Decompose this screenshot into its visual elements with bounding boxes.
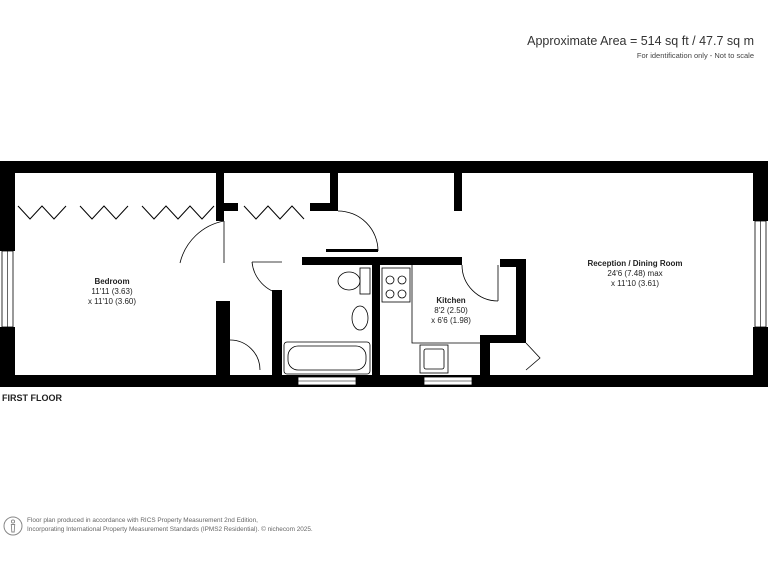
- room-label-bedroom: [72, 277, 152, 307]
- wall-stub: [454, 173, 462, 211]
- room-dimension: x 6'6 (1.98): [431, 316, 471, 325]
- room-dimension: 24'6 (7.48) max: [607, 269, 663, 278]
- bathroom-fixtures: [284, 268, 370, 374]
- wall-left-upper: [0, 161, 15, 251]
- room-name: Bedroom: [94, 277, 130, 286]
- bath-tub-inner: [288, 346, 366, 370]
- footer-disclaimer: [27, 516, 313, 534]
- door-leaf-bath: [326, 249, 378, 252]
- wall-right-lower: [753, 327, 768, 387]
- room-dimension: 8'2 (2.50): [434, 306, 468, 315]
- room-label-kitchen: [416, 296, 486, 326]
- room-name: Kitchen: [436, 296, 466, 305]
- wall-wardrobe-right: [310, 203, 338, 211]
- wall-wardrobe-end: [330, 173, 338, 203]
- room-dimension: 11'11 (3.63): [91, 287, 133, 296]
- wall-top: [0, 161, 768, 173]
- hob: [382, 268, 410, 302]
- footer-line: Floor plan produced in accordance with RICS Property Measurement 2nd Edition,: [27, 517, 258, 524]
- wall-kitchen-top: [380, 257, 462, 265]
- wall-right-upper: [753, 161, 768, 221]
- room-label-reception: [570, 259, 700, 289]
- wall-kitchen-right: [516, 259, 526, 343]
- kitchen-sink-bowl: [424, 349, 444, 369]
- identification-note: For identification only - Not to scale: [636, 51, 754, 60]
- wall-left-lower: [0, 327, 15, 387]
- toilet-cistern: [360, 268, 370, 294]
- footer-line: Incorporating International Property Measurement Standards (IPMS2 Residential). © nichecom 2025.: [27, 526, 313, 533]
- toilet-bowl: [338, 272, 360, 290]
- wardrobe-doors: [18, 206, 304, 219]
- wall-bath-right: [372, 257, 380, 387]
- wall-bath-left: [272, 290, 282, 387]
- wall-cupboard-left: [480, 335, 490, 387]
- room-dimension: x 11'10 (3.61): [610, 279, 660, 288]
- wall-bedroom-right-lower: [216, 301, 230, 387]
- floor-label: FIRST FLOOR: [2, 393, 62, 403]
- wall-bedroom-right-upper: [216, 173, 224, 221]
- wall-bottom: [0, 375, 768, 387]
- room-name: Reception / Dining Room: [587, 259, 683, 268]
- bathroom-basin: [352, 306, 368, 330]
- room-dimension: x 11'10 (3.60): [87, 297, 137, 306]
- wall-bath-top: [302, 257, 372, 265]
- rics-logo-icon: [3, 516, 23, 536]
- wall-wardrobe-left: [216, 203, 238, 211]
- approximate-area-text: Approximate Area = 514 sq ft / 47.7 sq m: [527, 34, 754, 48]
